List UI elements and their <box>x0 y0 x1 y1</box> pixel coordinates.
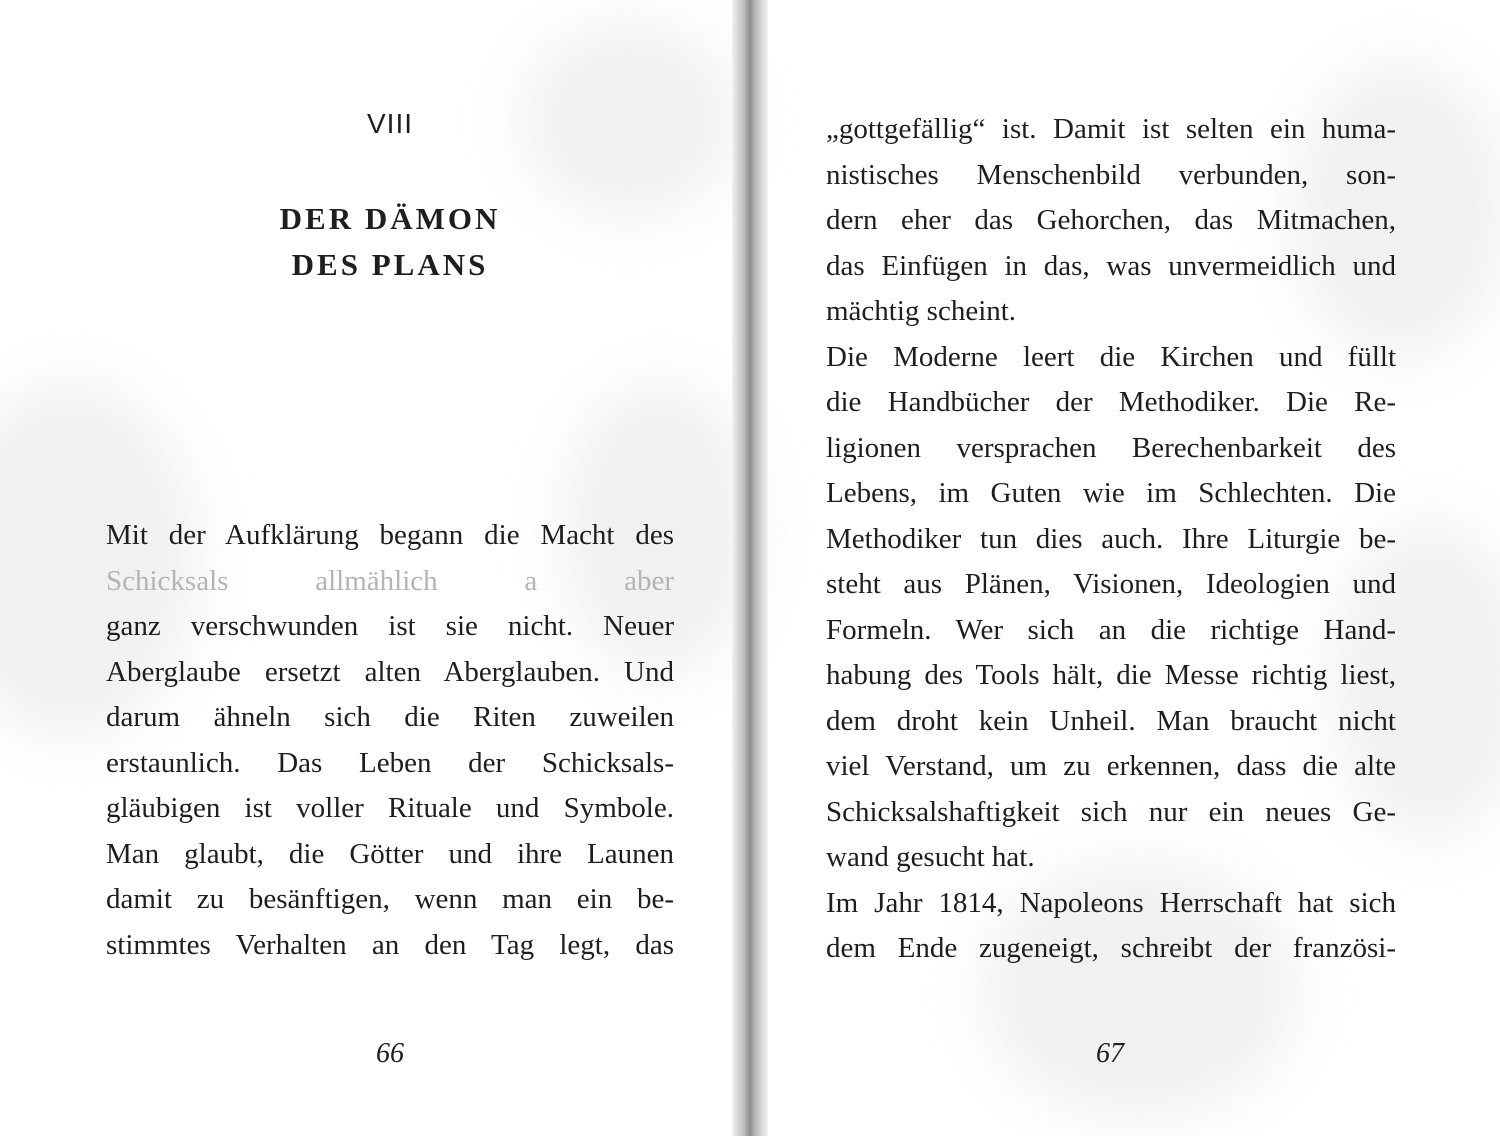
text-line: damit zu besänftigen, wenn man ein be- <box>106 883 674 915</box>
text-line: steht aus Plänen, Visionen, Ideologien und <box>826 568 1396 600</box>
text-line: Aberglaube ersetzt alten Aberglauben. Und <box>106 655 674 688</box>
left-page <box>0 0 738 1136</box>
text-line: wand gesucht hat. <box>826 841 1035 873</box>
right-body-text <box>826 107 1396 972</box>
text-line: viel Verstand, um zu erkennen, dass die alte <box>826 750 1396 782</box>
text-line: ganz verschwunden ist sie nicht. Neuer <box>106 610 674 642</box>
text-line: Schicksalshaftigkeit sich nur ein neues Ge- <box>826 795 1396 828</box>
text-line: gläubigen ist voller Rituale und Symbole. <box>106 792 674 824</box>
chapter-number: VIII <box>366 108 413 139</box>
text-line: mächtig scheint. <box>826 295 1017 327</box>
page-number-right: 67 <box>1096 1038 1124 1069</box>
text-line-faded: Schicksals allmählich a aber <box>106 564 674 597</box>
text-line: dern eher das Gehorchen, das Mitmachen, <box>826 204 1396 236</box>
text-line: das Einfügen in das, was unvermeidlich und <box>826 249 1396 282</box>
chapter-title-line: DES PLANS <box>291 247 489 282</box>
text-line: Man glaubt, die Götter und ihre Launen <box>106 837 674 870</box>
book-gutter <box>732 0 768 1136</box>
text-line: stimmtes Verhalten an den Tag legt, das <box>106 928 674 961</box>
text-line: Lebens, im Guten wie im Schlechten. Die <box>826 477 1396 509</box>
text-line: habung des Tools hält, die Messe richtig liest, <box>826 659 1396 691</box>
text-line: Im Jahr 1814, Napoleons Herrschaft hat sich <box>826 886 1396 919</box>
text-line: Die Moderne leert die Kirchen und füllt <box>826 340 1396 373</box>
text-line: die Handbücher der Methodiker. Die Re- <box>826 386 1396 418</box>
text-line: Methodiker tun dies auch. Ihre Liturgie be- <box>826 522 1396 555</box>
text-line: dem Ende zugeneigt, schreibt der französi- <box>826 932 1396 964</box>
text-line: nistisches Menschenbild verbunden, son- <box>826 158 1396 191</box>
text-line: dem droht kein Unheil. Man braucht nicht <box>826 704 1396 737</box>
text-line: ligionen versprachen Berechenbarkeit des <box>826 431 1396 464</box>
text-line: Formeln. Wer sich an die richtige Hand- <box>826 613 1396 646</box>
text-line: „gottgefällig“ ist. Damit ist selten ein huma- <box>826 113 1396 145</box>
text-line: Mit der Aufklärung begann die Macht des <box>106 519 674 551</box>
text-line: erstaunlich. Das Leben der Schicksals- <box>106 746 674 779</box>
left-body-text <box>106 513 674 968</box>
page-number-left: 66 <box>376 1038 404 1069</box>
text-line: darum ähneln sich die Riten zuweilen <box>106 701 674 733</box>
chapter-title-line: DER DÄMON <box>279 201 501 236</box>
chapter-title <box>0 196 738 288</box>
